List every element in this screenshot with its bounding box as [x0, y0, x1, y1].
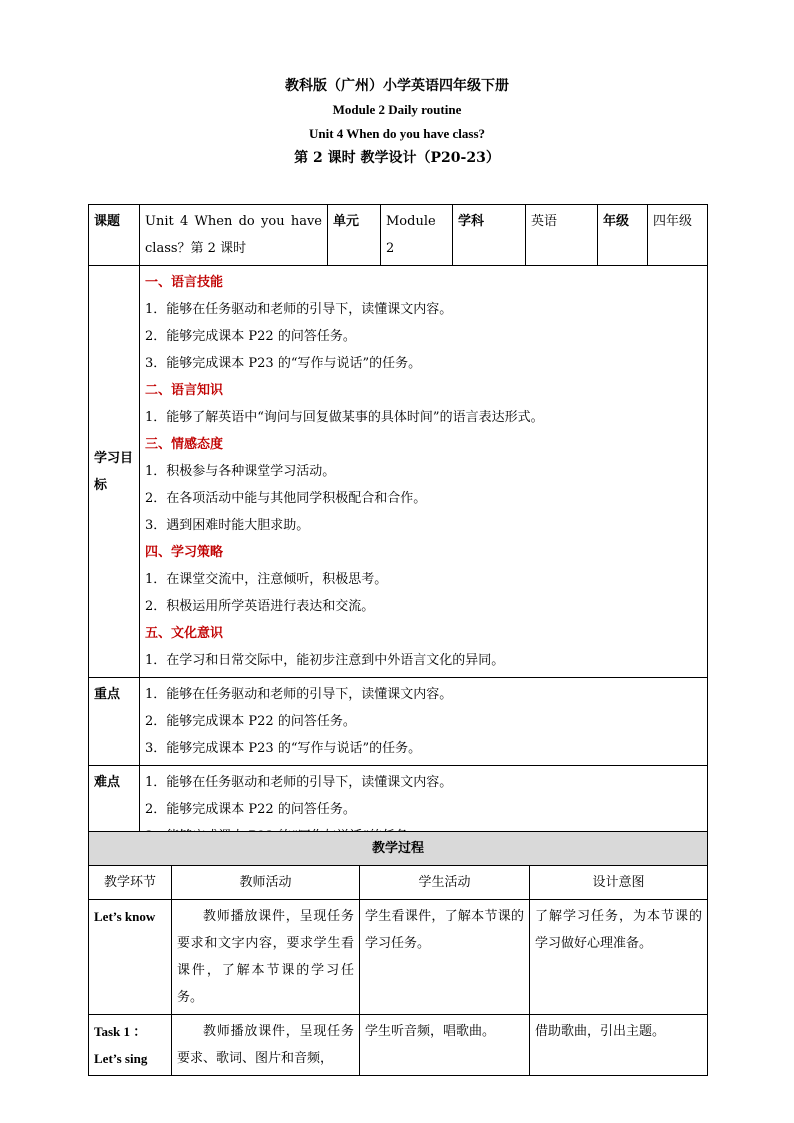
topic-value: Unit 4 When do you have class？第 2 课时	[140, 205, 328, 266]
subject-label: 学科	[453, 205, 526, 266]
section-heading: 四、学习策略	[145, 545, 224, 560]
grade-label: 年级	[598, 205, 648, 266]
key-points-content	[140, 678, 708, 766]
column-header: 教学环节	[89, 866, 172, 900]
objective-item: 1．在学习和日常交际中，能初步注意到中外语言文化的异同。	[145, 653, 505, 668]
process-header-row	[89, 866, 708, 900]
teacher-activity-cell: 教师播放课件，呈现任务要求和文字内容，要求学生看课件，了解本节课的学习任务。	[172, 900, 360, 1015]
process-title: 教学过程	[89, 832, 708, 866]
key-point-item: 2．能够完成课本 P22 的问答任务。	[145, 714, 356, 729]
objective-item: 1．在课堂交流中，注意倾听，积极思考。	[145, 572, 388, 587]
objective-item: 1．积极参与各种课堂学习活动。	[145, 464, 336, 479]
difficulties-label: 难点	[89, 766, 140, 854]
process-row	[89, 900, 708, 1015]
column-header: 设计意图	[530, 866, 708, 900]
student-activity-cell: 学生听音频，唱歌曲。	[360, 1015, 530, 1076]
objective-item: 2．能够完成课本 P22 的问答任务。	[145, 329, 356, 344]
process-row	[89, 1015, 708, 1076]
student-activity-cell: 学生看课件，了解本节课的学习任务。	[360, 900, 530, 1015]
objectives-content	[140, 266, 708, 678]
topic-label: 课题	[89, 205, 140, 266]
teacher-activity-cell	[172, 1015, 360, 1076]
difficulty-item: 1．能够在任务驱动和老师的引导下，读懂课文内容。	[145, 775, 453, 790]
section-heading: 二、语言知识	[145, 383, 224, 398]
process-title-row	[89, 832, 708, 866]
unit-value: Module 2	[381, 205, 453, 266]
objectives-label: 学习目标	[89, 266, 140, 678]
objective-item: 2．在各项活动中能与其他同学积极配合和合作。	[145, 491, 427, 506]
teaching-process-table	[88, 831, 708, 1076]
stage-cell: Task 1 ： Let’s sing	[89, 1015, 172, 1076]
purpose-cell: 借助歌曲，引出主题。	[530, 1015, 708, 1076]
objective-item: 2．积极运用所学英语进行表达和交流。	[145, 599, 375, 614]
key-points-label: 重点	[89, 678, 140, 766]
purpose-cell: 了解学习任务，为本节课的学习做好心理准备。	[530, 900, 708, 1015]
objective-item: 3．遇到困难时能大胆求助。	[145, 518, 310, 533]
section-heading: 三、情感态度	[145, 437, 224, 452]
document-title: 教科版（广州）小学英语四年级下册	[285, 78, 509, 94]
teacher-activity-text: 教师播放课件，呈现任务要求、歌词、图片和音频，	[177, 1024, 354, 1066]
grade-value: 四年级	[648, 205, 708, 266]
key-points-row	[89, 678, 708, 766]
info-row	[89, 205, 708, 266]
subject-value: 英语	[526, 205, 598, 266]
stage-cell: Let’s know	[89, 900, 172, 1015]
section-heading: 一、语言技能	[145, 275, 224, 290]
difficulty-item: 2．能够完成课本 P22 的问答任务。	[145, 802, 356, 817]
unit-title: Unit 4 When do you have class?	[308, 126, 485, 141]
document-header	[0, 74, 794, 170]
section-heading: 五、文化意识	[145, 626, 224, 641]
key-point-item: 3．能够完成课本 P23 的“写作与说话”的任务。	[145, 741, 422, 756]
key-point-item: 1．能够在任务驱动和老师的引导下，读懂课文内容。	[145, 687, 453, 702]
lesson-title: 第 2 课时 教学设计（P20-23）	[294, 150, 500, 166]
module-title: Module 2 Daily routine	[332, 102, 462, 117]
lesson-info-table	[88, 204, 708, 854]
column-header: 学生活动	[360, 866, 530, 900]
unit-label: 单元	[328, 205, 381, 266]
objective-item: 3．能够完成课本 P23 的“写作与说话”的任务。	[145, 356, 422, 371]
column-header: 教师活动	[172, 866, 360, 900]
objective-item: 1．能够在任务驱动和老师的引导下，读懂课文内容。	[145, 302, 453, 317]
objectives-row	[89, 266, 708, 678]
objective-item: 1．能够了解英语中“询问与回复做某事的具体时间”的语言表达形式。	[145, 410, 544, 425]
